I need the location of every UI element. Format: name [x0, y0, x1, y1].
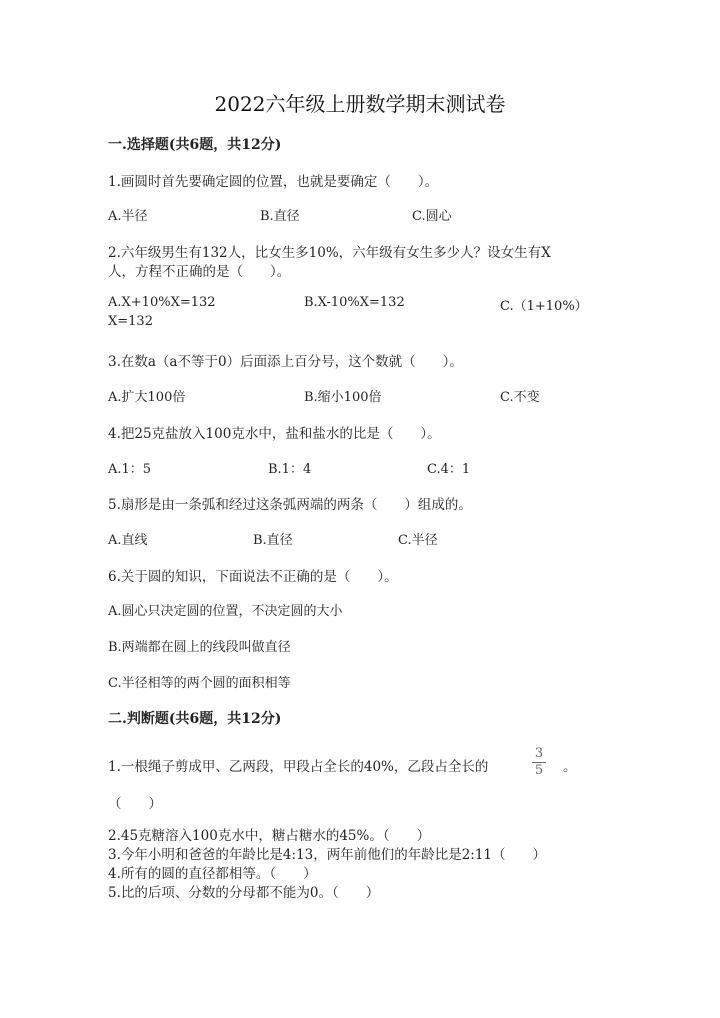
question-1-stem: 1.画圆时首先要确定圆的位置，也就是要确定（ ）。	[108, 174, 439, 190]
q5-option-a[interactable]: A.直线	[108, 533, 148, 548]
q1-option-b[interactable]: B.直径	[260, 209, 300, 224]
section-heading-judge: 二.判断题(共6题，共12分)	[108, 711, 282, 727]
q4-option-a[interactable]: A.1：5	[108, 462, 152, 477]
fraction-numerator: 3	[534, 746, 544, 761]
q3-option-a[interactable]: A.扩大100倍	[108, 390, 186, 405]
q2-option-c[interactable]: C.（1+10%）	[500, 299, 588, 314]
question-6-stem: 6.关于圆的知识，下面说法不正确的是（ ）。	[108, 569, 398, 585]
q1-option-a[interactable]: A.半径	[108, 209, 148, 224]
fraction-denominator: 5	[534, 763, 544, 778]
q2-option-a[interactable]: A.X+10%X=132	[108, 295, 216, 310]
page-title: 2022六年级上册数学期末测试卷	[214, 92, 506, 116]
judge-question-3: 3.今年小明和爸爸的年龄比是4:13，两年前他们的年龄比是2:11（ ）	[108, 847, 547, 863]
q5-option-c[interactable]: C.半径	[398, 533, 438, 548]
q1-option-c[interactable]: C.圆心	[412, 209, 452, 224]
judge-question-1-end: 。	[563, 759, 577, 775]
question-4-stem: 4.把25克盐放入100克水中，盐和盐水的比是（ ）。	[108, 426, 441, 442]
judge-question-1-text: 1.一根绳子剪成甲、乙两段，甲段占全长的40%，乙段占全长的	[108, 759, 489, 775]
q2-option-b[interactable]: B.X-10%X=132	[304, 295, 405, 310]
q4-option-b[interactable]: B.1：4	[268, 462, 312, 477]
fraction-three-fifths	[531, 747, 547, 778]
q3-option-c[interactable]: C.不变	[500, 390, 540, 405]
question-2-stem-line1: 2.六年级男生有132人，比女生多10%，六年级有女生多少人？设女生有X	[108, 245, 551, 261]
q3-option-b[interactable]: B.缩小100倍	[304, 390, 382, 405]
q6-option-c[interactable]: C.半径相等的两个圆的面积相等	[108, 676, 291, 691]
q5-option-b[interactable]: B.直径	[253, 533, 293, 548]
q4-option-c[interactable]: C.4：1	[427, 462, 471, 477]
judge-question-5: 5.比的后项、分数的分母都不能为0。（ ）	[108, 885, 380, 901]
judge-question-2: 2.45克糖溶入100克水中，糖占糖水的45%。（ ）	[108, 828, 431, 844]
question-5-stem: 5.扇形是由一条弧和经过这条弧两端的两条（ ）组成的。	[108, 497, 472, 513]
q6-option-b[interactable]: B.两端都在圆上的线段叫做直径	[108, 640, 291, 655]
question-2-stem-line2: 人，方程不正确的是（ ）。	[108, 264, 291, 280]
section-heading-choice: 一.选择题(共6题，共12分)	[108, 137, 282, 153]
judge-question-1-answer-paren[interactable]: （ ）	[108, 796, 162, 812]
question-3-stem: 3.在数a（a不等于0）后面添上百分号，这个数就（ ）。	[108, 354, 463, 370]
q6-option-a[interactable]: A.圆心只决定圆的位置，不决定圆的大小	[108, 604, 343, 619]
q2-option-c-continued: X=132	[108, 314, 153, 329]
judge-question-4: 4.所有的圆的直径都相等。（ ）	[108, 866, 317, 882]
